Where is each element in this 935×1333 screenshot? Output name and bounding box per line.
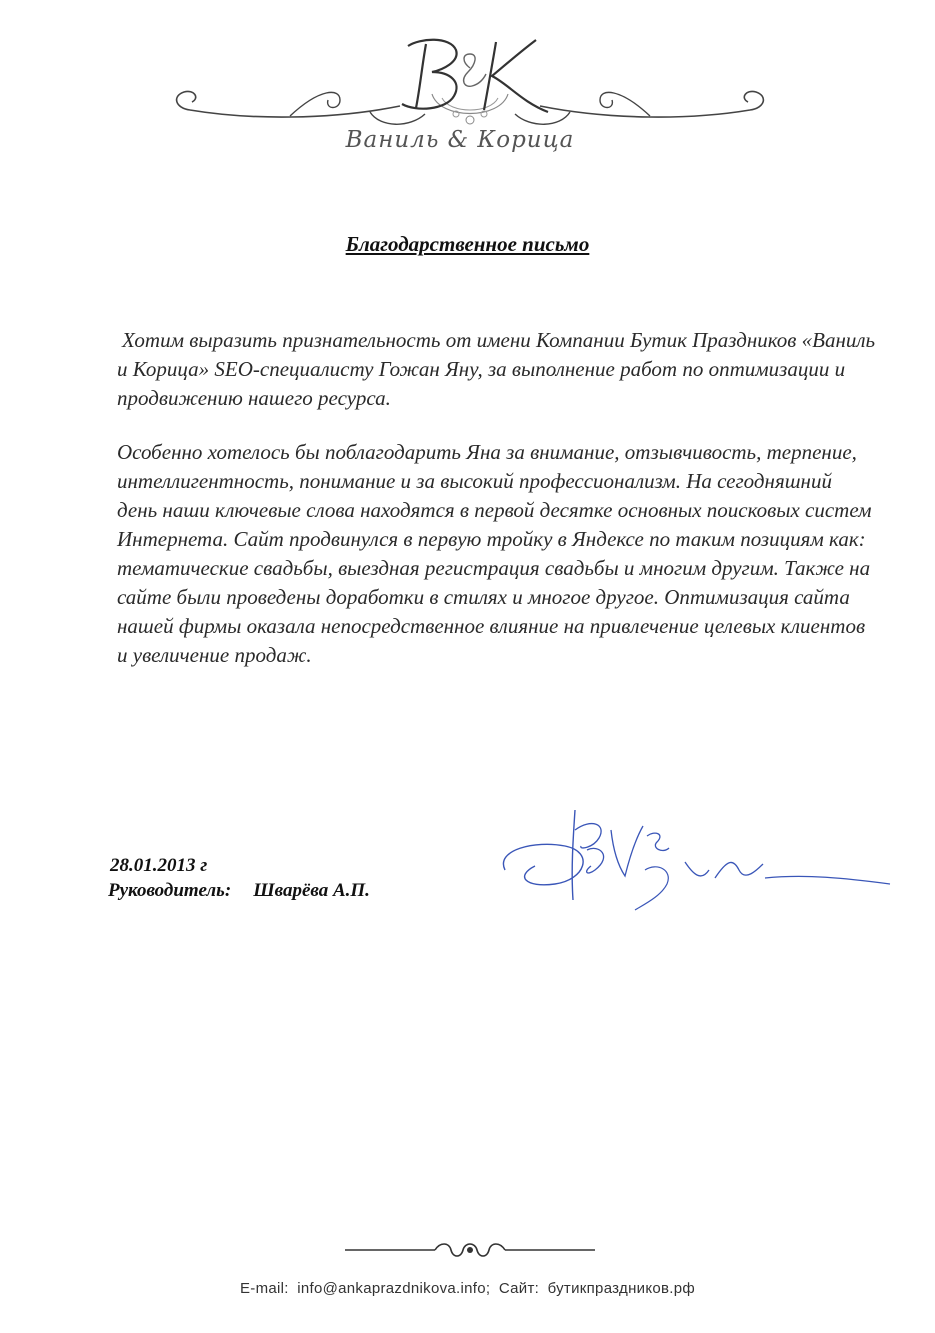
footer-site[interactable]: бутикпраздников.рф xyxy=(547,1280,696,1297)
brand-name: Ваниль & Корица xyxy=(345,127,575,153)
letter-date: 28.01.2013 г xyxy=(110,855,208,876)
footer-email[interactable]: info@ankaprazdnikova.info; xyxy=(297,1280,491,1297)
signer-role: Руководитель: xyxy=(108,880,232,901)
letter-paragraph-2: Особенно хотелось бы поблагодарить Яна за внимание, отзывчивость, терпение, интеллигентность, понимание и за высокий профессионализм. На сегодняшний день наши ключевые слова находятся в первой десятке основных поисковых систем Интернета. Сайт продвинулся в первую тройку в Яндексе по таким позициям как: тематические свадьбы, выездная регистрация свадьбы и многим другим. Также на сайте были проведены доработки в стилях и многое другое. Оптимизация сайта нашей фирмы оказала непосредственное влияние на привлечение целевых клиентов и увеличение продаж. xyxy=(117,440,872,667)
signer-name: Шварёва А.П. xyxy=(253,880,370,901)
footer-ornament xyxy=(345,1238,595,1262)
logo-monogram-icon xyxy=(170,28,770,178)
letter-paragraph-1: Хотим выразить признательность от имени Компании Бутик Праздников «Ваниль и Корица» SEO-специалисту Гожан Яну, за выполнение работ по оптимизации и продвижению нашего ресурса. xyxy=(117,328,876,410)
signer-line xyxy=(108,880,370,902)
signature-icon xyxy=(495,800,895,920)
footer-email-label: E-mail: xyxy=(239,1280,289,1297)
company-logo xyxy=(170,28,770,178)
footer-contacts xyxy=(0,1280,935,1297)
handwritten-signature xyxy=(495,800,895,920)
footer-site-label: Сайт: xyxy=(498,1280,540,1297)
letter-title: Благодарственное письмо xyxy=(345,232,590,256)
footer-ornament-icon xyxy=(345,1238,595,1262)
